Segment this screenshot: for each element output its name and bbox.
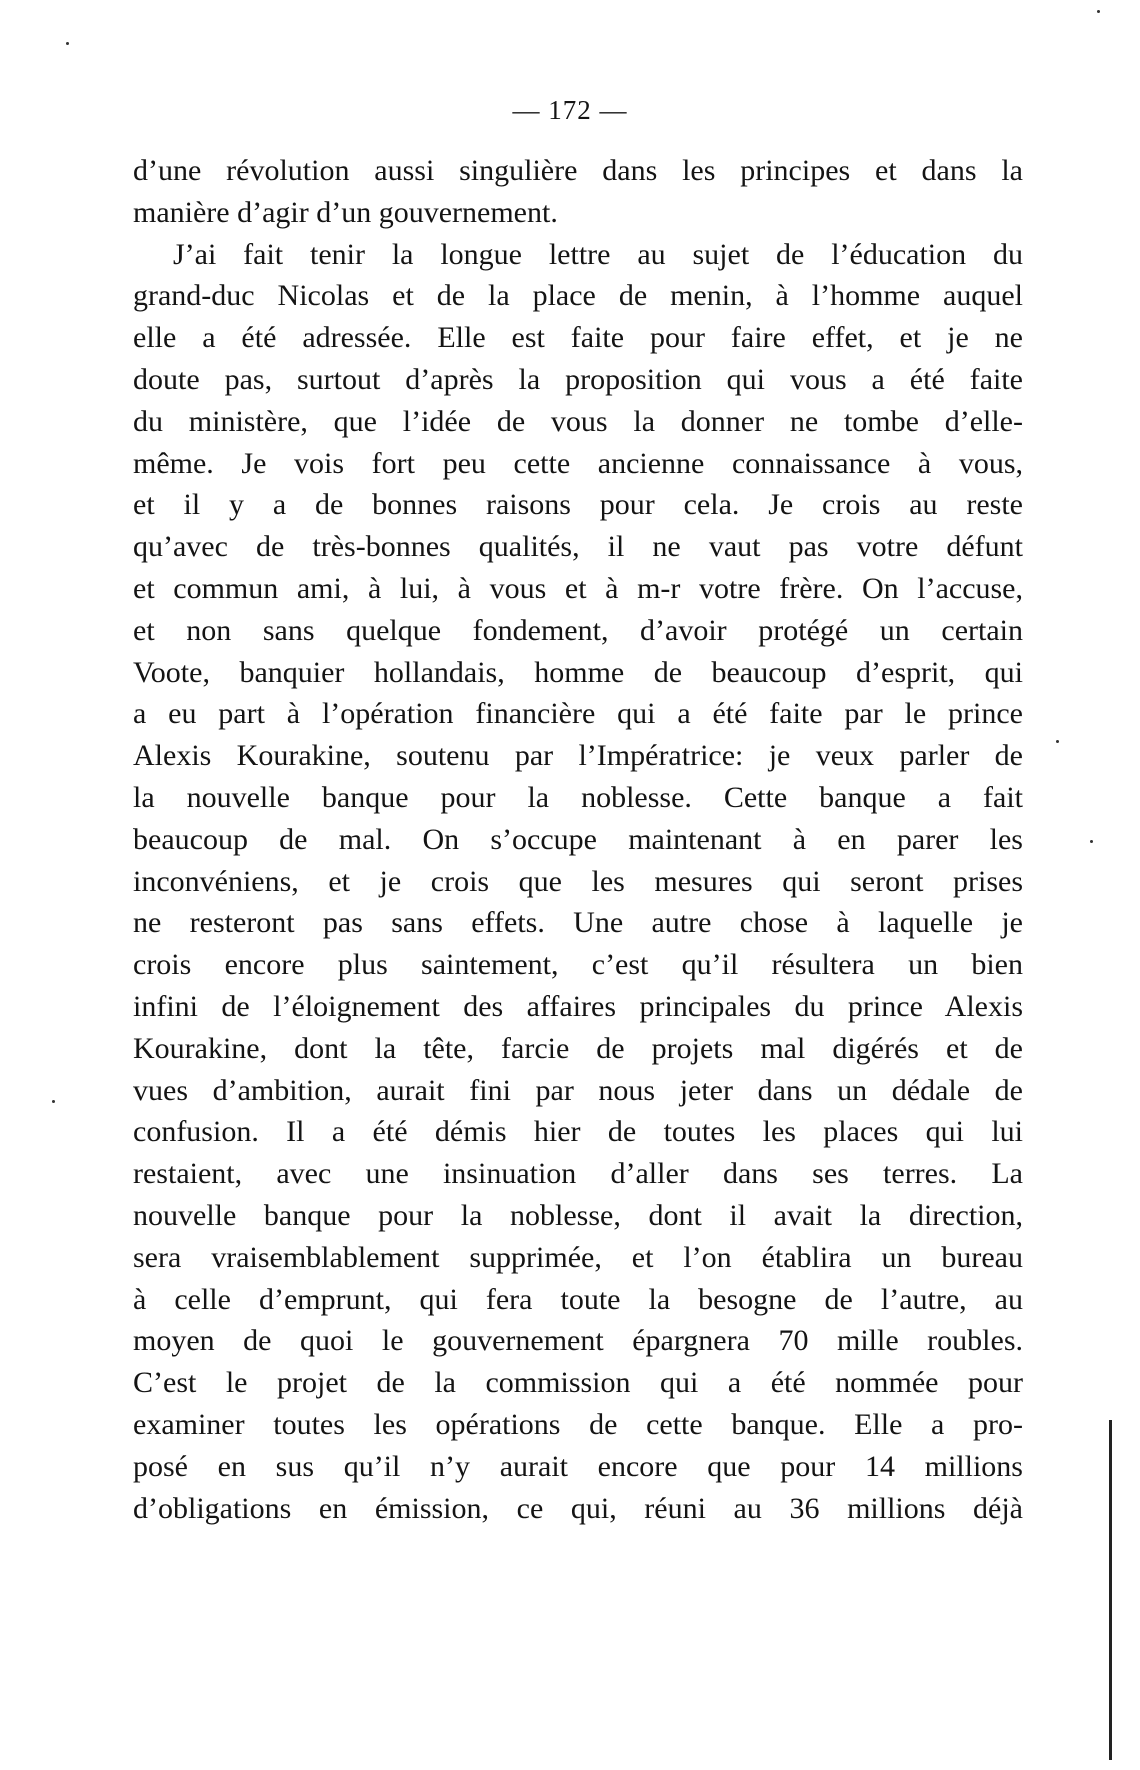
text-line: examiner toutes les opérations de cette banque. Elle a pro-: [133, 1407, 1023, 1441]
page-number: — 172 —: [512, 95, 628, 125]
text-line: infini de l’éloignement des affaires principales du prince Alexis: [133, 989, 1023, 1023]
text-line: et non sans quelque fondement, d’avoir protégé un certain: [133, 613, 1023, 647]
text-line: restaient, avec une insinuation d’aller dans ses terres. La: [133, 1157, 1023, 1191]
text-line: et commun ami, à lui, à vous et à m-r votre frère. On l’accuse,: [133, 571, 1023, 605]
text-line: confusion. Il a été démis hier de toutes les places qui lui: [133, 1115, 1023, 1149]
text-line: Voote, banquier hollandais, homme de beaucoup d’esprit, qui: [133, 655, 1023, 689]
text-line: vues d’ambition, aurait fini par nous jeter dans un dédale de: [133, 1073, 1023, 1107]
text-line: sera vraisemblablement supprimée, et l’on établira un bureau: [133, 1240, 1023, 1274]
text-line: Alexis Kourakine, soutenu par l’Impératrice: je veux parler de: [133, 739, 1023, 773]
text-line: nouvelle banque pour la noblesse, dont il avait la direction,: [133, 1198, 1023, 1232]
text-line: du ministère, que l’idée de vous la donner ne tombe d’elle-: [133, 404, 1023, 438]
text-line: J’ai fait tenir la longue lettre au sujet de l’éducation du: [173, 237, 1023, 271]
text-line: d’obligations en émission, ce qui, réuni au 36 millions déjà: [133, 1491, 1023, 1525]
scan-speck: [66, 42, 69, 45]
text-line: posé en sus qu’il n’y aurait encore que pour 14 millions: [133, 1449, 1023, 1483]
text-line: la nouvelle banque pour la noblesse. Cette banque a fait: [133, 780, 1023, 814]
text-line: inconvéniens, et je crois que les mesures qui seront prises: [133, 864, 1023, 898]
text-line: a eu part à l’opération financière qui a été faite par le prince: [133, 697, 1023, 731]
text-line: crois encore plus saintement, c’est qu’il résultera un bien: [133, 948, 1023, 982]
text-line: même. Je vois fort peu cette ancienne connaissance à vous,: [133, 446, 1023, 480]
scan-speck: [1097, 10, 1100, 13]
text-line: ne resteront pas sans effets. Une autre chose à laquelle je: [133, 906, 1023, 940]
text-line: beaucoup de mal. On s’occupe maintenant à en parer les: [133, 822, 1023, 856]
text-line: elle a été adressée. Elle est faite pour faire effet, et je ne: [133, 321, 1023, 355]
text-line: moyen de quoi le gouvernement épargnera 70 mille roubles.: [133, 1324, 1023, 1358]
text-line: et il y a de bonnes raisons pour cela. Je crois au reste: [133, 488, 1023, 522]
scan-speck: [1056, 740, 1059, 743]
text-line: grand-duc Nicolas et de la place de menin, à l’homme auquel: [133, 279, 1023, 313]
text-line: C’est le projet de la commission qui a été nommée pour: [133, 1366, 1023, 1400]
text-line: à celle d’emprunt, qui fera toute la besogne de l’autre, au: [133, 1282, 1023, 1316]
body-text: [133, 150, 1023, 1529]
scan-edge-line: [1109, 1420, 1112, 1760]
text-line: qu’avec de très-bonnes qualités, il ne vaut pas votre défunt: [133, 530, 1023, 564]
scan-speck: [1090, 840, 1093, 843]
scan-speck: [52, 1100, 55, 1103]
text-line: doute pas, surtout d’après la proposition qui vous a été faite: [133, 362, 1023, 396]
text-line: d’une révolution aussi singulière dans les principes et dans la: [133, 154, 1023, 187]
text-line: manière d’agir d’un gouvernement.: [133, 195, 558, 229]
text-line: Kourakine, dont la tête, farcie de projets mal digérés et de: [133, 1031, 1023, 1065]
